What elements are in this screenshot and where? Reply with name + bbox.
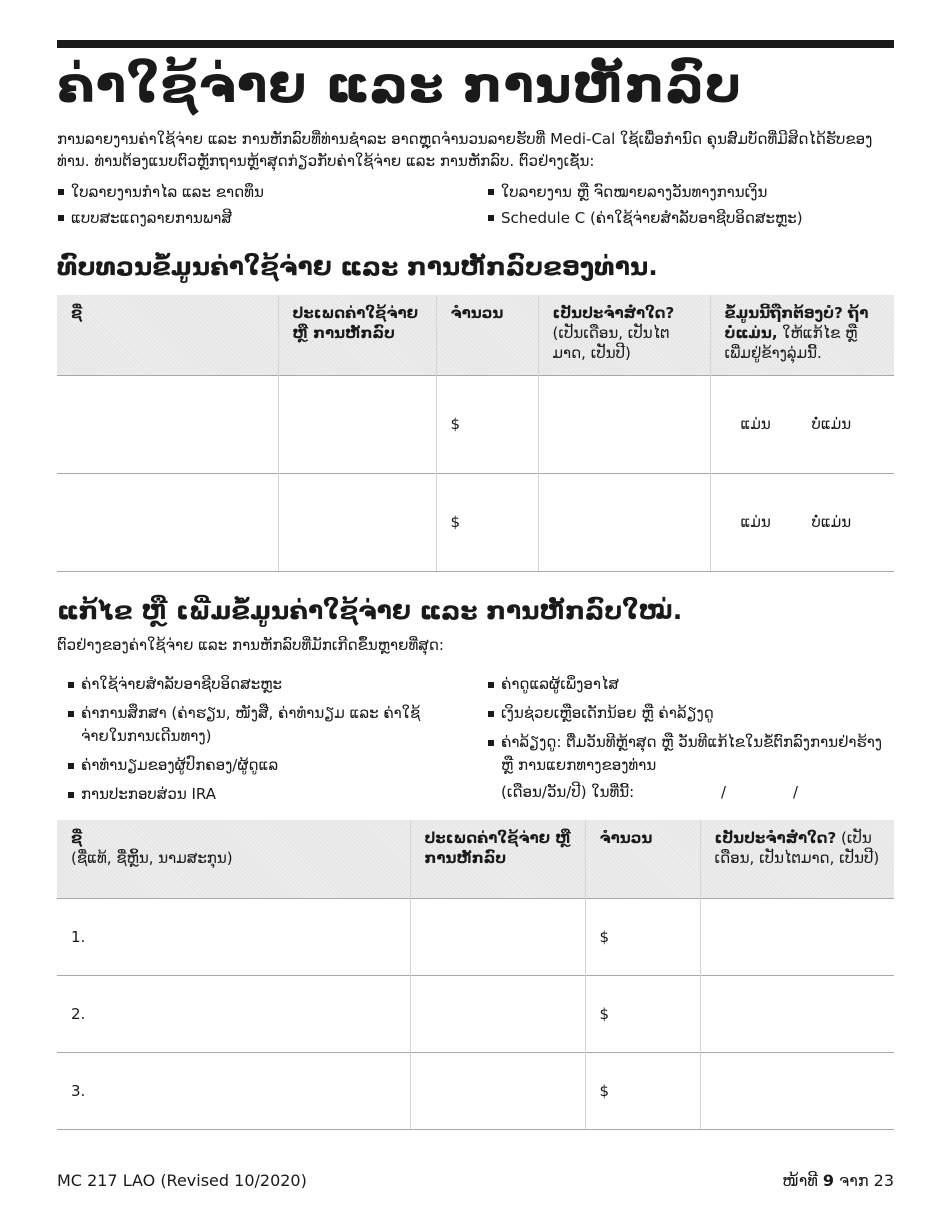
list-item: Schedule C (ຄ່າໃຊ້ຈ່າຍສໍາລັບອາຊີບອິດສະຫຼະ)	[487, 205, 892, 231]
table-row	[57, 473, 894, 571]
frequency-cell[interactable]	[700, 975, 894, 1052]
amount-cell[interactable]: $	[585, 898, 700, 975]
add-section-subheading: ຕົວຢ່າງຂອງຄ່າໃຊ້ຈ່າຍ ແລະ ການຫັກລົບທີ່ມັກເກີດຂຶ້ນຫຼາຍທີ່ສຸດ:	[57, 636, 444, 654]
amount-cell[interactable]: $	[436, 375, 538, 473]
name-cell[interactable]	[57, 375, 278, 473]
date-slash: /	[721, 783, 727, 801]
type-cell[interactable]	[278, 375, 436, 473]
col-header-correct: ຂໍ້ມູນນີ້ຖືກຕ້ອງບໍ? ຖ້າ ບໍ່ແມ່ນ, ໃຫ້ແກ້ໄຂ ຫຼື ເພີ່ມຢູ່ຂ້າງລຸ່ມນີ້.	[710, 295, 894, 375]
name-cell[interactable]: 1.	[57, 898, 410, 975]
no-option[interactable]: ບໍ່ແມ່ນ	[811, 513, 852, 531]
frequency-cell[interactable]	[538, 375, 710, 473]
amount-cell[interactable]: $	[585, 975, 700, 1052]
col-header-frequency: ເປັນປະຈໍາສໍ່າໃດ? (ເປັນເດືອນ, ເປັນໄຕມາດ, ເປັນປີ)	[700, 820, 894, 898]
col-header-name: ຊື່ (ຊື່ແທ້, ຊື່ຫຼິ້ນ, ນາມສະກຸນ)	[57, 820, 410, 898]
amount-cell[interactable]: $	[436, 473, 538, 571]
page-title: ຄ່າໃຊ້ຈ່າຍ ແລະ ການຫັກລົບ	[57, 56, 743, 114]
type-cell[interactable]	[410, 1052, 585, 1129]
yes-option[interactable]: ແມ່ນ	[740, 415, 771, 433]
no-option[interactable]: ບໍ່ແມ່ນ	[811, 415, 852, 433]
page-label: ໜ້າທີ	[782, 1171, 818, 1190]
type-cell[interactable]	[278, 473, 436, 571]
yes-option[interactable]: ແມ່ນ	[740, 513, 771, 531]
type-cell[interactable]	[410, 975, 585, 1052]
list-item: ຄ່າທໍານຽມຂອງຜູ້ປົກຄອງ/ຜູ້ດູແລ	[67, 754, 422, 777]
list-item: ການປະກອບສ່ວນ IRA	[67, 783, 422, 806]
name-cell[interactable]: 3.	[57, 1052, 410, 1129]
proof-list-left	[57, 179, 457, 231]
review-section-heading: ທົບທວນຂໍ້ມູນຄ່າໃຊ້ຈ່າຍ ແລະ ການຫັກລົບຂອງທ່ານ.	[57, 252, 658, 281]
name-cell[interactable]	[57, 473, 278, 571]
form-id: MC 217 LAO (Revised 10/2020)	[57, 1171, 307, 1190]
proof-list-right	[487, 179, 892, 231]
list-item: ໃບລາຍງານ ຫຼື ຈົດໝາຍລາງວັນທາງການເງິນ	[487, 179, 892, 205]
list-item: ຄ່າດູແລຜູ້ເພິ່ງອາໄສ	[487, 673, 887, 696]
col-header-amount: ຈໍານວນ	[585, 820, 700, 898]
divorce-date-field	[501, 783, 799, 801]
list-item: ຄ່າການສຶກສາ (ຄ່າຮຽນ, ໜັງສື, ຄ່າທໍານຽມ ແລະ ຄ່າໃຊ້ຈ່າຍໃນການເດີນທາງ)	[67, 702, 422, 748]
table-row	[57, 1052, 894, 1129]
col-header-type: ປະເພດຄ່າໃຊ້ຈ່າຍ ຫຼື ການຫັກລົບ	[278, 295, 436, 375]
table-row	[57, 375, 894, 473]
top-rule	[57, 40, 894, 48]
list-item: ໃບລາຍງານກໍາໄລ ແລະ ຂາດທຶນ	[57, 179, 457, 205]
page-number	[782, 1171, 894, 1190]
list-item: ເງິນຊ່ວຍເຫຼືອເດັກນ້ອຍ ຫຼື ຄ່າລ້ຽງດູ	[487, 702, 887, 725]
col-header-name: ຊື່	[57, 295, 278, 375]
of-label: ຈາກ	[839, 1171, 869, 1190]
list-item: ຄ່າລ້ຽງດູ: ຕື່ມວັນທີຫຼ້າສຸດ ຫຼື ວັນທີແກ້ໄຂໃນຂໍ້ຕົກລົງການຢ່າຮ້າງ ຫຼື ການແຍກທາງຂອງທ່ານ	[487, 731, 887, 777]
table-row	[57, 975, 894, 1052]
current-page: 9	[822, 1171, 835, 1190]
table-row	[57, 898, 894, 975]
add-section-heading: ແກ້ໄຂ ຫຼື ເພີ່ມຂໍ້ມູນຄ່າໃຊ້ຈ່າຍ ແລະ ການຫັກລົບໃໝ່.	[57, 596, 683, 625]
total-pages: 23	[873, 1171, 894, 1190]
correct-cell	[710, 375, 894, 473]
expense-examples-right	[487, 673, 887, 783]
col-header-type: ປະເພດຄ່າໃຊ້ຈ່າຍ ຫຼື ການຫັກລົບ	[410, 820, 585, 898]
frequency-cell[interactable]	[700, 1052, 894, 1129]
intro-paragraph: ການລາຍງານຄ່າໃຊ້ຈ່າຍ ແລະ ການຫັກລົບທີ່ທ່ານຊໍາລະ ອາດຫຼຸດຈໍານວນລາຍຮັບທີ່ Medi-Cal ໃຊ້ເພື່ອກໍານົດ ຄຸນສົມບັດທີ່ມີສິດໄດ້ຮັບຂອງທ່ານ. ທ່ານຕ້ອງແນບຕົວຫຼັກຖານຫຼ້າສຸດກ່ຽວກັບຄ່າໃຊ້ຈ່າຍ ແລະ ການຫັກລົບ. ຕົວຢ່າງເຊັ່ນ:	[57, 130, 873, 170]
correct-cell	[710, 473, 894, 571]
col-header-amount: ຈໍານວນ	[436, 295, 538, 375]
list-item: ແບບສະແດງລາຍການພາສີ	[57, 205, 457, 231]
col-header-frequency: ເປັນປະຈໍາສໍ່າໃດ? (ເປັນເດືອນ, ເປັນໄຕມາດ, ເປັນປີ)	[538, 295, 710, 375]
amount-cell[interactable]: $	[585, 1052, 700, 1129]
add-table	[57, 820, 894, 1130]
date-slash: /	[793, 783, 799, 801]
frequency-cell[interactable]	[700, 898, 894, 975]
review-table	[57, 295, 894, 572]
frequency-cell[interactable]	[538, 473, 710, 571]
date-label: (ເດືອນ/ວັນ/ປີ) ໃນທີ່ນີ້:	[501, 783, 635, 801]
list-item: ຄ່າໃຊ້ຈ່າຍສໍາລັບອາຊີບອິດສະຫຼະ	[67, 673, 422, 696]
name-cell[interactable]: 2.	[57, 975, 410, 1052]
expense-examples-left	[67, 673, 422, 812]
type-cell[interactable]	[410, 898, 585, 975]
